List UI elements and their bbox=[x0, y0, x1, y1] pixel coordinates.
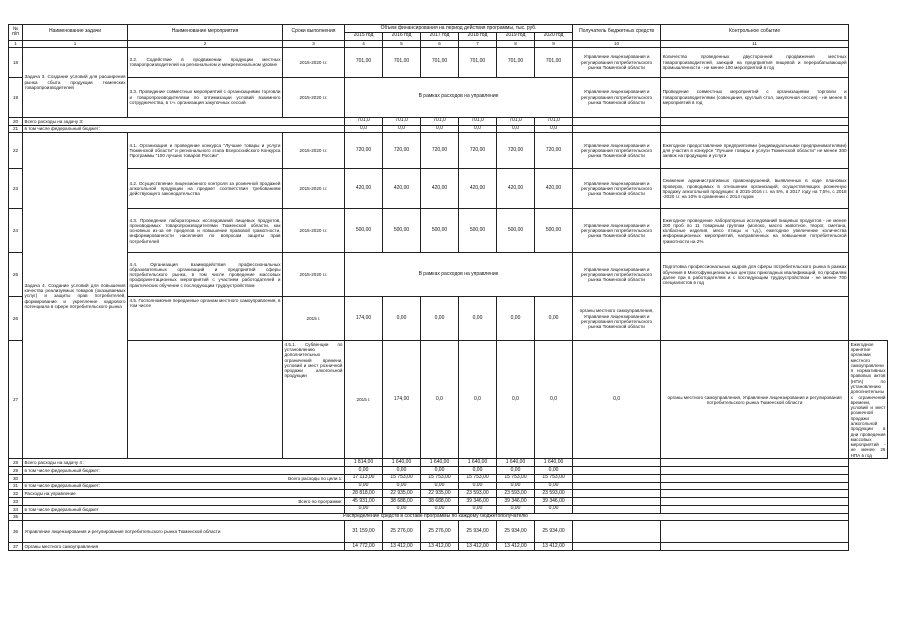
value-cell: 0,00 bbox=[535, 467, 573, 475]
empty-cell bbox=[573, 117, 661, 125]
value-cell: 0,00 bbox=[421, 297, 459, 341]
value-cell: 23 593,00 bbox=[497, 490, 535, 498]
total-label: Управление лицензирования и регулирования потребительского рынка Тюменской области bbox=[23, 521, 345, 543]
value-cell: 15 753,00 bbox=[459, 474, 497, 482]
value-cell: 701,00 bbox=[535, 47, 573, 77]
measure-name: 4.5.1. Субвенции по установлению дополнительных ограничений времени, условий и мест розничной продажи алкогольной продукции bbox=[283, 341, 345, 459]
table-row bbox=[9, 341, 888, 459]
value-cell: 0,0 bbox=[535, 341, 573, 459]
value-cell: 720,00 bbox=[497, 133, 535, 169]
measure-name: 4.2. Осуществление лицензионного контроля за розничной продажей алкогольной продукции на предмет соответствия требованиям действующего законодательства bbox=[128, 169, 283, 209]
value-cell: 0,0 bbox=[497, 341, 535, 459]
measure-name: 4.1. Организация и проведение конкурса "Лучшие товары и услуги Тюменской области" и регионального этапа Всероссийского Конкурса Программы "100 лучших товаров России" bbox=[128, 133, 283, 169]
value-cell: 0,00 bbox=[497, 482, 535, 490]
value-cell: 39 346,00 bbox=[497, 498, 535, 506]
row-number: 25 bbox=[9, 253, 23, 297]
subtotal-row bbox=[9, 117, 888, 125]
empty-cell bbox=[573, 543, 661, 551]
recipient: Управление лицензирования и регулирования потребительского рынка Тюменской области bbox=[573, 253, 661, 297]
col-recipient-header: Получатель бюджетных средств bbox=[573, 25, 661, 41]
empty-cell bbox=[661, 490, 849, 498]
value-cell: 701,0 bbox=[383, 117, 421, 125]
value-cell: 0,00 bbox=[459, 482, 497, 490]
subtotal-label: в том числе федеральный бюджет: bbox=[23, 125, 345, 133]
value-cell: 0,00 bbox=[421, 505, 459, 513]
distribution-row bbox=[9, 513, 888, 521]
value-cell: 701,0 bbox=[497, 117, 535, 125]
col-number-header: № п/п bbox=[9, 25, 23, 41]
column-index: 8 bbox=[497, 40, 535, 47]
control-event: Ежегодное принятие органами местного самоуправления нормативных правовых актов (НПА) по установлению дополнительных ограничений времени, условий и мест розничной продажи алкогольной продукции в дни проведения массовых мероприятий - не менее 26 НПА в год bbox=[850, 341, 886, 458]
year-header: 2015 год bbox=[345, 32, 383, 40]
measure-name: 4.3. Проведение лабораторных исследований пищевых продуктов, производимых товаропроизводителями Тюменской области, как основных из-за её пределов и повышение правовой грамотности, информированности населения по вопросам защиты прав потребителей bbox=[128, 209, 283, 253]
value-cell: 39 346,00 bbox=[535, 498, 573, 506]
value-cell: 701,00 bbox=[345, 47, 383, 77]
value-cell: 23 593,00 bbox=[535, 490, 573, 498]
measure-name: 4.4. Организация взаимодействия профессиональных образовательных организаций и предприятий сферы потребительского рынка, в том числе проведение массовых профориентационных мероприятий с участием работодателей и практических обучение с последующим трудоустройством bbox=[128, 253, 283, 297]
value-cell: 0,0 bbox=[459, 341, 497, 459]
value-cell: 0,00 bbox=[421, 467, 459, 475]
value-cell: 500,00 bbox=[459, 209, 497, 253]
total-label: Всего по программе: bbox=[23, 498, 345, 506]
value-cell: 0,00 bbox=[345, 505, 383, 513]
col-funding-header: Объем финансирования на период действия программы, тыс. руб. bbox=[345, 25, 573, 33]
control-event: Ежегодное предоставление предприятиями (индивидуальными предпринимателями) для участия в конкурсе "Лучшие товары и услуги Тюменской области" не менее 300 заявок на продукцию и услуги bbox=[661, 133, 849, 169]
empty-cell bbox=[661, 117, 849, 125]
empty-cell bbox=[573, 521, 661, 543]
value-cell: 701,00 bbox=[421, 47, 459, 77]
row-number: 26 bbox=[9, 297, 23, 341]
value-cell: 0,0 bbox=[345, 125, 383, 133]
value-cell: 15 753,00 bbox=[497, 474, 535, 482]
recipient-row bbox=[9, 521, 888, 543]
total-row bbox=[9, 490, 888, 498]
empty-cell bbox=[573, 474, 661, 482]
control-event: Количество проведенных двусторонней продвижения местных товаропроизводителей, заекций на предприятия пищевой и перерабатывающей промышленности - не менее 100 мероприятий в год bbox=[661, 47, 849, 77]
value-cell: 701,00 bbox=[497, 47, 535, 77]
recipient: органы местного самоуправления, Управление лицензирования и регулирования потребительского рынка Тюменской области bbox=[573, 297, 661, 341]
empty-cell bbox=[661, 543, 849, 551]
year-header: 2018 год bbox=[459, 32, 497, 40]
empty-cell bbox=[573, 482, 661, 490]
table-row bbox=[9, 169, 888, 209]
value-cell: 0,00 bbox=[535, 482, 573, 490]
value-cell: 0,0 bbox=[497, 125, 535, 133]
value-cell: 0,00 bbox=[383, 505, 421, 513]
column-index: 11 bbox=[661, 40, 849, 47]
row-number: 24 bbox=[9, 209, 23, 253]
value-cell: 0,00 bbox=[345, 467, 383, 475]
value-cell: 0,00 bbox=[497, 467, 535, 475]
col-task-header: Наименование задачи bbox=[23, 25, 128, 41]
table-row bbox=[9, 297, 888, 341]
total-row bbox=[9, 482, 888, 490]
value-cell: 13 412,00 bbox=[497, 543, 535, 551]
value-cell: 0,00 bbox=[345, 482, 383, 490]
column-index: 1 bbox=[9, 40, 23, 47]
value-cell: 1 640,00 bbox=[459, 459, 497, 467]
row-number: 18 bbox=[9, 47, 23, 77]
value-cell: 701,00 bbox=[459, 47, 497, 77]
value-cell: 0,00 bbox=[459, 505, 497, 513]
value-cell: 720,00 bbox=[383, 133, 421, 169]
value-cell: 0,00 bbox=[421, 482, 459, 490]
value-cell: 45 931,00 bbox=[345, 498, 383, 506]
value-cell: 701,0 bbox=[535, 117, 573, 125]
column-index: 10 bbox=[573, 40, 661, 47]
value-cell: 0,00 bbox=[535, 505, 573, 513]
value-cell: 1 640,00 bbox=[497, 459, 535, 467]
empty-cell bbox=[661, 474, 849, 482]
value-cell: 22 935,00 bbox=[421, 490, 459, 498]
value-cell: 15 753,00 bbox=[421, 474, 459, 482]
column-index-row bbox=[9, 40, 888, 47]
recipient: Управление лицензирования и регулирования потребительского рынка Тюменской области bbox=[573, 77, 661, 117]
row-number: 37 bbox=[9, 543, 23, 551]
task-name: Задача 4. Создание условий для повышения качества реализуемых товаров (оказываемых услуг) и защиты прав потребителей, формирование и укрепление кадрового потенциала в сфере потребительского рынка bbox=[23, 133, 128, 459]
value-cell: 1 640,00 bbox=[383, 459, 421, 467]
total-row bbox=[9, 467, 888, 475]
total-label: Всего расходы по цели 1: bbox=[23, 474, 345, 482]
value-cell: 13 412,00 bbox=[421, 543, 459, 551]
value-cell: 420,00 bbox=[421, 169, 459, 209]
table-row bbox=[9, 47, 888, 77]
row-number: 33 bbox=[9, 498, 23, 506]
period: 2015-2020 г.г. bbox=[283, 47, 345, 77]
empty-cell bbox=[573, 125, 661, 133]
value-cell: 720,00 bbox=[421, 133, 459, 169]
empty-cell bbox=[573, 498, 661, 506]
col-measure-header: Наименование мероприятия bbox=[128, 25, 283, 41]
period: 2015-2020 г.г. bbox=[283, 77, 345, 117]
value-cell: 13 412,00 bbox=[459, 543, 497, 551]
column-index: 6 bbox=[421, 40, 459, 47]
period: 2015-2020 г.г. bbox=[283, 133, 345, 169]
value-cell: 701,0 bbox=[345, 117, 383, 125]
value-cell: 174,00 bbox=[383, 341, 421, 459]
year-header: 2020 год bbox=[535, 32, 573, 40]
value-cell: 0,0 bbox=[421, 125, 459, 133]
program-funding-table bbox=[8, 24, 888, 551]
row-number: 27 bbox=[9, 341, 23, 459]
table-row bbox=[9, 133, 888, 169]
year-header: 2016 год bbox=[383, 32, 421, 40]
row-number: 29 bbox=[9, 467, 23, 475]
value-cell: 0,00 bbox=[459, 467, 497, 475]
row-number: 21 bbox=[9, 125, 23, 133]
period: 2015-2020 г.г. bbox=[283, 169, 345, 209]
value-cell: 22 935,00 bbox=[383, 490, 421, 498]
column-index: 9 bbox=[535, 40, 573, 47]
value-cell: 0,0 bbox=[459, 125, 497, 133]
total-label: Всего расходы на задачу 4 : bbox=[23, 459, 345, 467]
value-cell: 420,00 bbox=[459, 169, 497, 209]
empty-cell bbox=[661, 125, 849, 133]
table-row bbox=[9, 253, 888, 297]
value-cell: 38 688,00 bbox=[421, 498, 459, 506]
empty-cell bbox=[128, 341, 283, 459]
empty-cell bbox=[661, 467, 849, 475]
year-header: 2019 год bbox=[497, 32, 535, 40]
value-cell: 420,00 bbox=[535, 169, 573, 209]
value-cell: 720,00 bbox=[459, 133, 497, 169]
value-cell: 15 753,00 bbox=[535, 474, 573, 482]
value-cell: 25 934,00 bbox=[497, 521, 535, 543]
value-cell: 31 159,00 bbox=[345, 521, 383, 543]
value-cell: 0,0 bbox=[421, 341, 459, 459]
column-index: 5 bbox=[383, 40, 421, 47]
total-label: в том числе федеральный бюджет: bbox=[23, 482, 345, 490]
empty-cell bbox=[573, 505, 661, 513]
value-cell: 25 934,00 bbox=[535, 521, 573, 543]
value-cell: 420,00 bbox=[497, 169, 535, 209]
value-cell: 14 772,00 bbox=[345, 543, 383, 551]
measure-name: 3.2. Содействие в продвижении продукции местных товаропроизводителей на региональном и межрегиональном уровне bbox=[128, 47, 283, 77]
row-number: 35 bbox=[9, 513, 23, 521]
column-index: 3 bbox=[283, 40, 345, 47]
recipient: Управление лицензирования и регулирования потребительского рынка Тюменской области bbox=[573, 209, 661, 253]
empty-cell bbox=[661, 505, 849, 513]
value-cell: 0,00 bbox=[459, 297, 497, 341]
empty-cell bbox=[573, 467, 661, 475]
value-cell: 25 276,00 bbox=[421, 521, 459, 543]
value-cell: 17 113,00 bbox=[345, 474, 383, 482]
value-cell: 13 412,00 bbox=[535, 543, 573, 551]
recipient: Управление лицензирования и регулирования потребительского рынка Тюменской области bbox=[573, 169, 661, 209]
column-index: 7 bbox=[459, 40, 497, 47]
measure-name: 3.3. Проведение совместных мероприятий с организациями торговли и товаропроизводителями по оптимизации условий взаимного сотрудничества, в т.ч. организация закупочных сессий bbox=[128, 77, 283, 117]
total-row bbox=[9, 505, 888, 513]
totals-section bbox=[9, 459, 888, 551]
value-cell: 0,0 bbox=[535, 125, 573, 133]
total-row bbox=[9, 498, 888, 506]
value-cell: 500,00 bbox=[383, 209, 421, 253]
recipient: Управление лицензирования и регулирования потребительского рынка Тюменской области bbox=[573, 47, 661, 77]
control-event: Проведение совместных мероприятий с организациями торговли и товаропроизводителями (совещания, круглый стол, закупочная сессия) - не менее 6 мероприятий в год bbox=[661, 77, 849, 117]
value-cell: 0,00 bbox=[497, 505, 535, 513]
management-expenses-note: В рамках расходов на управление bbox=[345, 253, 573, 297]
recipient: органы местного самоуправления, Управление лицензирования и регулирования потребительского рынка Тюменской области bbox=[661, 341, 849, 459]
total-row bbox=[9, 474, 888, 482]
value-cell: 701,0 bbox=[421, 117, 459, 125]
management-expenses-note: В рамках расходов на управление bbox=[345, 77, 573, 117]
row-number: 22 bbox=[9, 133, 23, 169]
row-number: 28 bbox=[9, 459, 23, 467]
table-row bbox=[9, 209, 888, 253]
column-index: 4 bbox=[345, 40, 383, 47]
row-number: 23 bbox=[9, 169, 23, 209]
value-cell: 1 640,00 bbox=[421, 459, 459, 467]
value-cell: 0,00 bbox=[383, 467, 421, 475]
value-cell: 420,00 bbox=[345, 169, 383, 209]
column-index: 1 bbox=[23, 40, 128, 47]
value-cell: 0,0 bbox=[383, 125, 421, 133]
total-label: в том числе федеральный бюджет bbox=[23, 505, 345, 513]
recipient-row bbox=[9, 543, 888, 551]
value-cell: 28 818,00 bbox=[345, 490, 383, 498]
row-number: 20 bbox=[9, 117, 23, 125]
col-event-header: Контрольное событие bbox=[661, 25, 849, 41]
row-number: 30 bbox=[9, 474, 23, 482]
value-cell: 500,00 bbox=[421, 209, 459, 253]
row-number: 31 bbox=[9, 482, 23, 490]
recipient: Управление лицензирования и регулирования потребительского рынка Тюменской области bbox=[573, 133, 661, 169]
control-event: Ежегодное проведение лабораторных исследований пищевых продуктов - не менее 200 проб по 11 товарным группам (молоко, масло животное, творог, сметана, колбасные изделия, мясо птицы и т.д.), ежегодное увеличение количества информационных мероприятий, направленных на повышение потребительской грамотности на 2% bbox=[661, 209, 849, 253]
subtotal-label: Всего расходы на задачу 3: bbox=[23, 117, 345, 125]
distribution-title: Распределение средств в составе программы по каждому бюджетополучателю bbox=[23, 513, 849, 521]
value-cell: 420,00 bbox=[383, 169, 421, 209]
value-cell: 13 412,00 bbox=[383, 543, 421, 551]
total-row bbox=[9, 459, 888, 467]
value-cell: 0,00 bbox=[497, 297, 535, 341]
value-cell: 701,0 bbox=[459, 117, 497, 125]
value-cell: 500,00 bbox=[535, 209, 573, 253]
value-cell: 701,00 bbox=[383, 47, 421, 77]
task-name: Задача 3. Создание условий для расширения рынка сбыта продукции тюменских товаропроизводителей bbox=[23, 47, 128, 117]
value-cell: 38 688,00 bbox=[383, 498, 421, 506]
value-cell: 0,00 bbox=[383, 297, 421, 341]
value-cell: 1 640,00 bbox=[535, 459, 573, 467]
total-label: Органы местного самоуправления bbox=[23, 543, 345, 551]
row-number: 19 bbox=[9, 77, 23, 117]
measure-name: 4.5. Госполномочия переданные органам местного самоуправления, в том числе bbox=[128, 297, 283, 341]
row-number: 36 bbox=[9, 521, 23, 543]
value-cell: 500,00 bbox=[345, 209, 383, 253]
value-cell: 500,00 bbox=[497, 209, 535, 253]
value-cell: 0,00 bbox=[383, 482, 421, 490]
control-event bbox=[661, 297, 849, 341]
row-number: 32 bbox=[9, 490, 23, 498]
empty-cell bbox=[573, 490, 661, 498]
control-event: Подготовка профессиональных кадров для сферы потребительского рынка в рамках обучения в Многофункциональных центрах прикладных квалификаций, по профилям далее при в работодателям и с последующим трудоустройством - не менее 700 специалистов в год bbox=[661, 253, 849, 297]
value-cell: 0,00 bbox=[535, 297, 573, 341]
col-period-header: Сроки выполнения bbox=[283, 25, 345, 41]
period: 2015-2020 г.г. bbox=[283, 209, 345, 253]
period: 2015 г. bbox=[345, 341, 383, 459]
total-label: в том числе федеральный бюджет: bbox=[23, 467, 345, 475]
header-row-main bbox=[9, 25, 888, 33]
column-index: 2 bbox=[128, 40, 283, 47]
control-event: Снижение административных правонарушений, выявленных в ходе плановых проверок, проводимых в отношении организаций, осуществляющих розничную продажу алкогольной продукции: в 2015-2016 г.г. на 5%, в 2017 году на 7,5%, с 2018 -2020 г.г. на 10% в сравнении с 2014 годом bbox=[661, 169, 849, 209]
value-cell: 15 753,00 bbox=[383, 474, 421, 482]
empty-cell bbox=[573, 459, 661, 467]
value-cell: 1 814,00 bbox=[345, 459, 383, 467]
row-number: 34 bbox=[9, 505, 23, 513]
empty-cell bbox=[661, 521, 849, 543]
value-cell: 25 276,00 bbox=[383, 521, 421, 543]
value-cell: 0,0 bbox=[573, 341, 661, 459]
value-cell: 720,00 bbox=[345, 133, 383, 169]
empty-cell bbox=[661, 498, 849, 506]
period: 2015 г. bbox=[283, 297, 345, 341]
total-label: Расходы на управление bbox=[23, 490, 345, 498]
year-header: 2017 год bbox=[421, 32, 459, 40]
value-cell: 720,00 bbox=[535, 133, 573, 169]
value-cell: 174,00 bbox=[345, 297, 383, 341]
period: 2015-2020 г.г. bbox=[283, 253, 345, 297]
value-cell: 39 346,00 bbox=[459, 498, 497, 506]
value-cell: 23 593,00 bbox=[459, 490, 497, 498]
empty-cell bbox=[661, 459, 849, 467]
empty-cell bbox=[661, 482, 849, 490]
value-cell: 25 934,00 bbox=[459, 521, 497, 543]
subtotal-row bbox=[9, 125, 888, 133]
table-row bbox=[9, 77, 888, 117]
